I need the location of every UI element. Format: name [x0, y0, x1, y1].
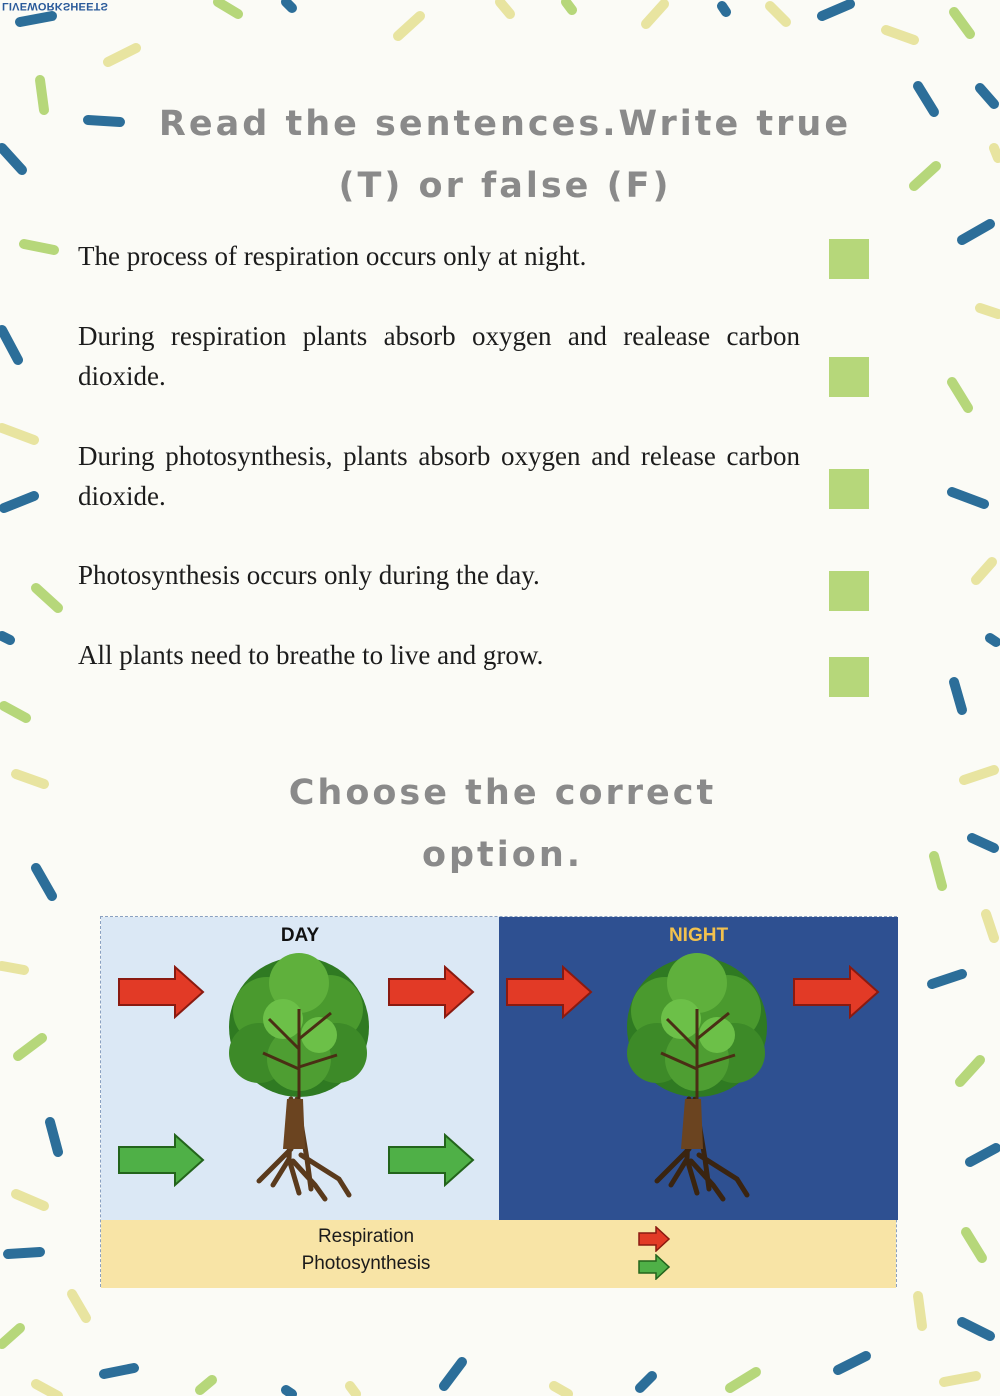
respiration-arrow-out-night[interactable] [792, 965, 880, 1019]
answer-box-1[interactable] [829, 239, 869, 279]
respiration-arrow-out-day[interactable] [387, 965, 475, 1019]
legend-green-arrow-icon [638, 1254, 670, 1280]
title-line: option. [421, 835, 584, 875]
respiration-arrow-in-night[interactable] [505, 965, 593, 1019]
sentence-2: During respiration plants absorb oxygen and realease carbon dioxide. [78, 321, 800, 391]
photosynthesis-arrow-in-day[interactable] [117, 1133, 205, 1187]
answer-box-2[interactable] [829, 357, 869, 397]
tree-icon [617, 949, 777, 1211]
day-label: DAY [280, 925, 320, 946]
answer-box-4[interactable] [829, 571, 869, 611]
sentence-4: Photosynthesis occurs only during the day. [78, 560, 540, 590]
respiration-arrow-in-day[interactable] [117, 965, 205, 1019]
sentence-3: During photosynthesis, plants absorb oxygen and release carbon dioxide. [78, 441, 800, 511]
legend-photosynthesis-label: Photosynthesis [301, 1253, 431, 1274]
tree-icon [219, 949, 379, 1211]
legend [101, 1220, 896, 1288]
title-line: Choose the correct [288, 773, 717, 813]
title-line: Read the sentences.Write true [158, 104, 852, 144]
answer-box-5[interactable] [829, 657, 869, 697]
night-panel [499, 917, 898, 1220]
day-panel [101, 917, 499, 1220]
answer-box-3[interactable] [829, 469, 869, 509]
section-title-choose [250, 762, 755, 886]
legend-red-arrow-icon [638, 1226, 670, 1252]
title-line: (T) or false (F) [338, 166, 672, 206]
liveworksheets-logo: LIVEWORKSHEETS [2, 0, 109, 12]
night-label: NIGHT [668, 925, 729, 946]
section-title-true-false [150, 93, 860, 217]
sentence-1: The process of respiration occurs only at night. [78, 241, 587, 271]
legend-respiration-label: Respiration [317, 1226, 415, 1247]
sentence-5: All plants need to breathe to live and grow. [78, 640, 544, 670]
day-night-diagram [100, 916, 897, 1287]
photosynthesis-arrow-out-day[interactable] [387, 1133, 475, 1187]
